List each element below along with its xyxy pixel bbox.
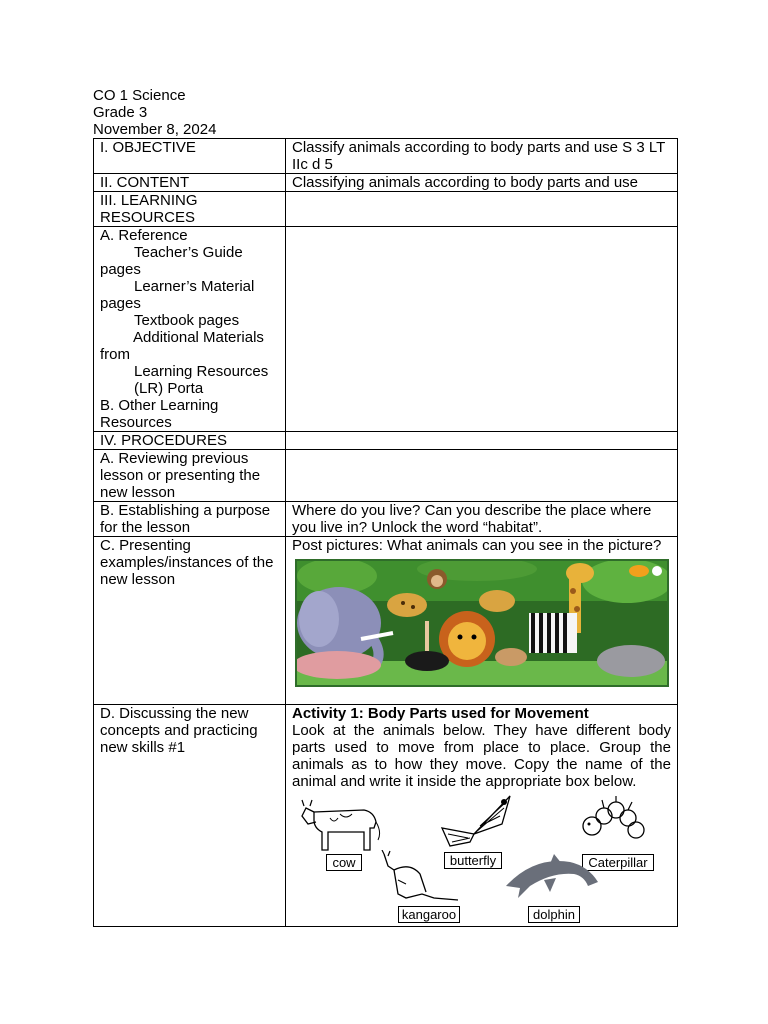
additional-materials-from: from: [100, 346, 130, 363]
kangaroo-icon: [376, 850, 460, 904]
purpose-value: Where do you live? Can you describe the place where you live in? Unlock the word “habitat”.: [286, 502, 678, 537]
row-discussing: [94, 705, 678, 927]
teachers-guide-pages: pages: [100, 261, 141, 278]
jungle-animals-picture: [295, 559, 669, 687]
presenting-cell: [286, 537, 678, 705]
cow-icon: [300, 798, 382, 854]
row-reference: [94, 227, 678, 432]
subject-line: CO 1 Science: [93, 87, 186, 104]
grade-line: Grade 3: [93, 104, 148, 121]
label-dolphin: dolphin: [528, 906, 580, 923]
lr-portal: (LR) Porta: [134, 380, 204, 397]
activity-title: Activity 1: Body Parts used for Movement: [292, 705, 589, 722]
additional-materials: Additional Materials: [133, 329, 264, 346]
objective-label: I. OBJECTIVE: [94, 139, 286, 174]
teachers-guide: Teacher’s Guide: [134, 244, 243, 261]
discussing-cell: [286, 705, 678, 927]
row-presenting: [94, 537, 678, 705]
content-value: Classifying animals according to body parts and use: [286, 174, 678, 192]
activity-instructions: Look at the animals below. They have different body parts used to move from place to place. Group the animals as to how they move. Copy the name of the animal and write it inside the appropriate box below.: [292, 722, 671, 790]
date-line: November 8, 2024: [93, 121, 217, 138]
reference-a: A. Reference: [100, 227, 188, 244]
purpose-label: B. Establishing a purpose for the lesson: [94, 502, 286, 537]
presenting-label: C. Presenting examples/instances of the new lesson: [94, 537, 286, 705]
row-procedures: [94, 432, 678, 450]
row-reviewing: [94, 450, 678, 502]
label-cow: cow: [326, 854, 362, 871]
dolphin-icon: [504, 852, 602, 900]
other-learning-resources: B. Other Learning Resources: [100, 397, 219, 431]
label-kangaroo: kangaroo: [398, 906, 460, 923]
learning-resources: Learning Resources: [134, 363, 269, 380]
resources-label: III. LEARNING RESOURCES: [94, 192, 286, 227]
objective-value: Classify animals according to body parts and use S 3 LT IIc d 5: [286, 139, 678, 174]
resources-value: [286, 192, 678, 227]
learners-material-pages: pages: [100, 295, 141, 312]
row-content: [94, 174, 678, 192]
reference-value: [286, 227, 678, 432]
presenting-text: Post pictures: What animals can you see in the picture?: [292, 537, 662, 554]
textbook-pages: Textbook pages: [134, 312, 240, 329]
lesson-plan-table: [93, 138, 678, 927]
procedures-label: IV. PROCEDURES: [94, 432, 286, 450]
caterpillar-icon: [578, 796, 650, 842]
reviewing-label: A. Reviewing previous lesson or presenting the new lesson: [94, 450, 286, 502]
animal-illustrations: [286, 790, 677, 926]
label-butterfly: butterfly: [444, 852, 502, 869]
reference-cell: [94, 227, 286, 432]
procedures-value: [286, 432, 678, 450]
butterfly-icon: [440, 794, 512, 852]
label-caterpillar: Caterpillar: [582, 854, 654, 871]
row-resources: [94, 192, 678, 227]
discussing-label: D. Discussing the new concepts and practicing new skills #1: [94, 705, 286, 927]
content-label: II. CONTENT: [94, 174, 286, 192]
row-purpose: [94, 502, 678, 537]
reviewing-value: [286, 450, 678, 502]
learners-material: Learner’s Material: [134, 278, 255, 295]
document-header: [93, 87, 216, 138]
row-objective: [94, 139, 678, 174]
